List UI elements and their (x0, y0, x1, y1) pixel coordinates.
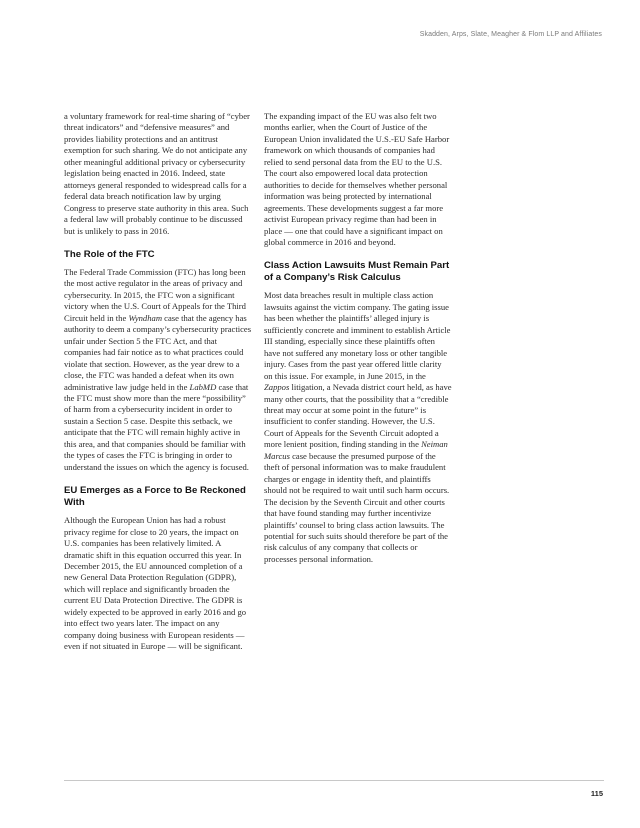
right-column (264, 111, 452, 565)
eu-continued-paragraph: The expanding impact of the EU was also felt two months earlier, when the Court of Justice of the European Union invalidated the U.S.-EU Safe Harbor framework on which thousands of companies had relied to send personal data from the EU to the U.S. The court also empowered local data protection authorities to decide for themselves whether personal information was being protected by international agreements. These developments suggest a far more activist European privacy regime than had been in place — one that could have a significant impact on global commerce in 2016 and beyond. (264, 111, 450, 247)
eu-paragraph: Although the European Union has had a robust privacy regime for close to 20 years, the impact on U.S. companies has been relatively limited. A dramatic shift in this equation occurred this year. In December 2015, the EU announced completion of a new General Data Protection Regulation (GDPR), which will replace and significantly broaden the current EU Data Protection Directive. The GDPR is widely expected to be approved in early 2016 and go into effect two years later. The impact on any company doing business with European residents — even if not situated in Europe — will be significant. (64, 515, 247, 652)
running-header: Skadden, Arps, Slate, Meagher & Flom LLP and Affiliates (419, 31, 602, 38)
left-column (64, 111, 252, 653)
case-name-labmd: LabMD (189, 381, 217, 392)
class-action-heading: Class Action Lawsuits Must Remain Part of a Company’s Risk Calculus (264, 260, 450, 284)
footer-divider (64, 780, 604, 781)
case-name-zappos: Zappos (264, 382, 290, 393)
page-number: 115 (590, 789, 603, 798)
case-name-wyndham: Wyndham (128, 312, 163, 323)
ftc-paragraph: The Federal Trade Commission (FTC) has long been the most active regulator in the areas of privacy and cybersecurity. In 2015, the FTC won a significant victory when the U.S. Court of Appeals for the Third Circuit held in the Wyndham case that the agency has authority to deem a company’s cybersecurity practices unfair under Section 5 the FTC Act, and that companies had fair notice as to what practices could violate that section. However, as the year drew to a close, the FTC was handed a defeat when its own administrative law judge held in the LabMD case that the FTC must show more than the mere “possibility” of harm from a cybersecurity incident in order to sustain a Section 5 case. Despite this setback, we anticipate that the FTC will remain highly active in this area, and that companies should be familiar with the types of cases the FTC is bringing in order to understand the issues on which the agency is focused. (64, 266, 252, 472)
intro-paragraph: a voluntary framework for real-time sharing of “cyber threat indicators” and “defensive measures” and provides liability protections and an antitrust exemption for such sharing. We do not anticipate any other meaningful additional privacy or cybersecurity legislation being enacted in 2016. Indeed, state attorneys general responded to widespread calls for a federal data breach notification law by urging Congress to preserve state authority in this area. Such a federal law will probably continue to be discussed but is unlikely to pass in 2016. (64, 111, 250, 236)
ftc-heading: The Role of the FTC (64, 248, 155, 260)
case-name-neiman-marcus: Neiman Marcus (264, 439, 448, 461)
eu-heading: EU Emerges as a Force to Be Reckoned With (64, 485, 246, 509)
class-action-paragraph: Most data breaches result in multiple class action lawsuits against the victim company. The gating issue has been whether the plaintiffs’ alleged injury is sufficiently concrete and imminent to establish Article III standing, especially since these plaintiffs often have not suffered any monetary loss or other tangible injury. Cases from the past year offered little clarity on this issue. For example, in June 2015, in the Zappos litigation, a Nevada district court held, as have many other courts, that the possibility that a “credible threat may occur at some point in the future” is insufficient to confer standing. However, the U.S. Court of Appeals for the Seventh Circuit adopted a more lenient position, finding standing in the Neiman Marcus case because the presumed purpose of the theft of personal information was to make fraudulent charges or engage in identity theft, and plaintiffs should not be required to wait until such harm occurs. The decision by the Seventh Circuit and other courts that have found standing may further incentivize plaintiffs’ counsel to bring class action lawsuits. The potential for such suits should therefore be part of the risk calculus of any company that collects or processes personal information. (264, 290, 452, 564)
